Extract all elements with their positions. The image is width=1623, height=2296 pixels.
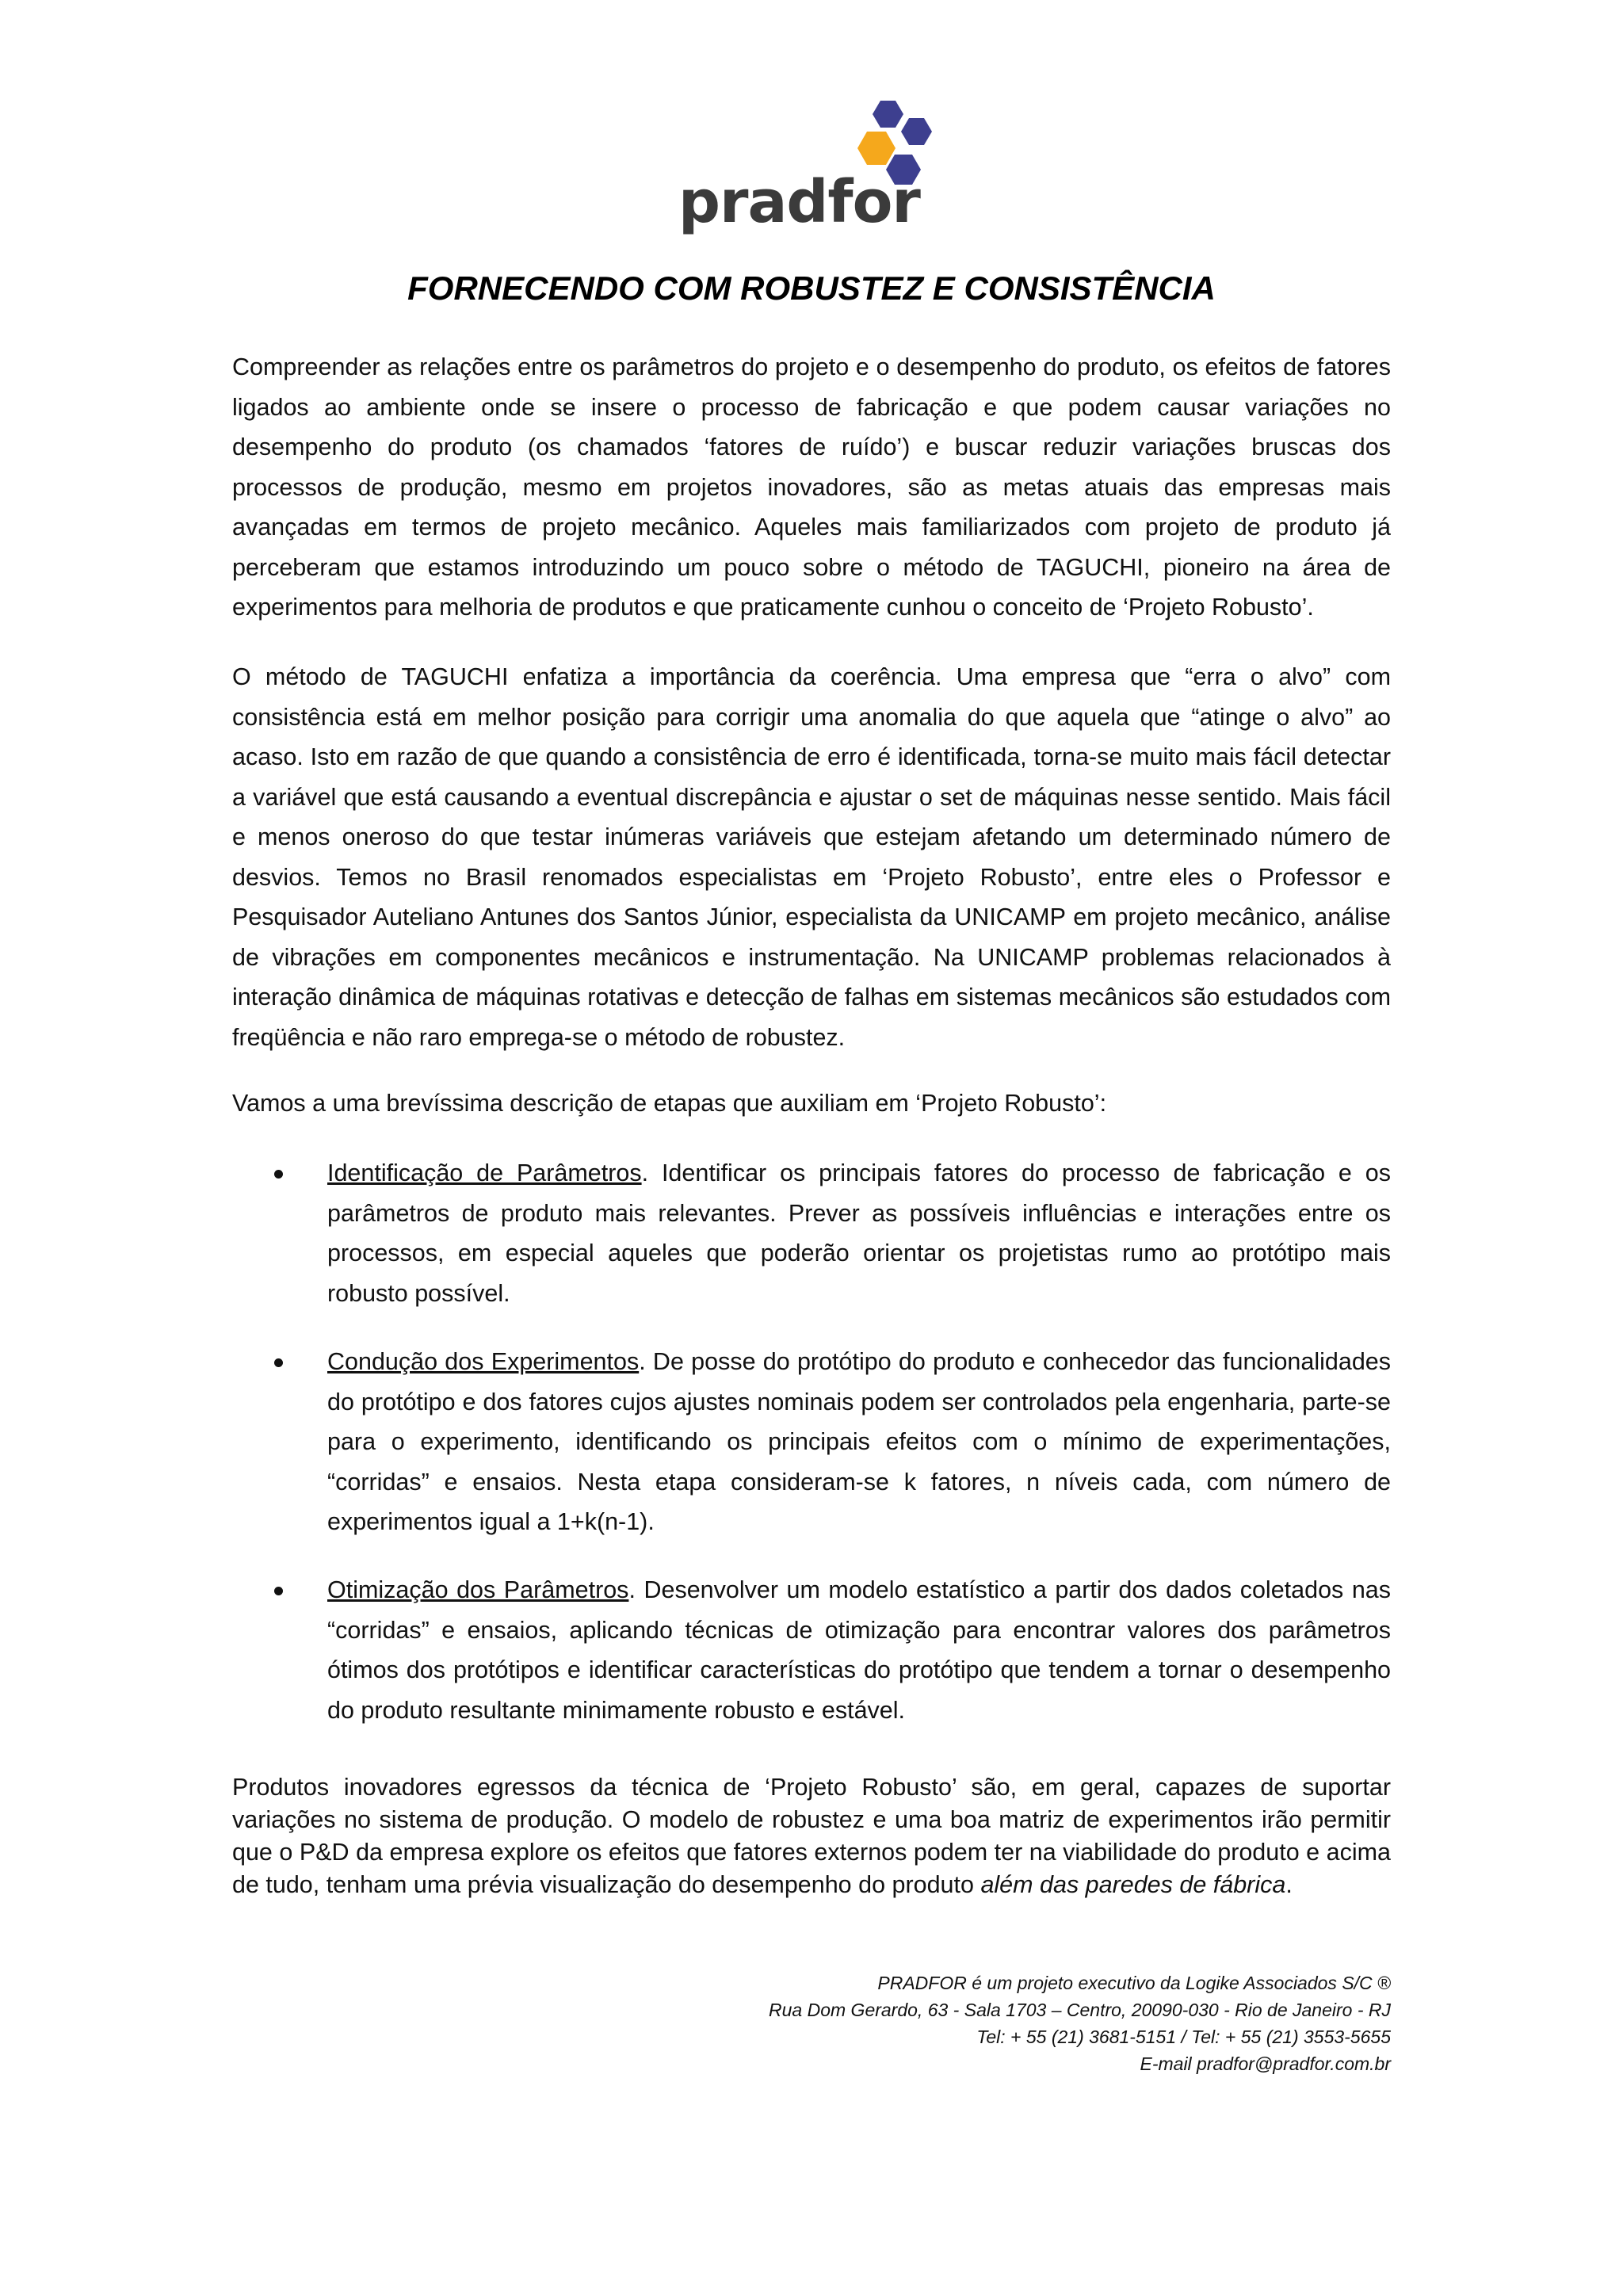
- paragraph-steps-intro: Vamos a uma brevíssima descrição de etapas que auxiliam em ‘Projeto Robusto’:: [232, 1090, 1107, 1117]
- bullet-icon: [274, 1170, 283, 1179]
- footer-company: PRADFOR é um projeto executivo da Logike Associados S/C ®: [877, 1973, 1391, 1993]
- pradfor-logo: [674, 94, 983, 236]
- step-text: . Desenvolver um modelo estatístico a partir dos dados coletados nas “corridas” e ensaios, aplicando técnicas de otimização para encontrar valores dos parâmetros ótimos dos protótipos e identificar características do protótipo que tendem a tornar o desempenho do produto resultante minimamente robusto e estável.: [327, 1576, 1391, 1724]
- page-title: FORNECENDO COM ROBUSTEZ E CONSISTÊNCIA: [407, 269, 1216, 307]
- footer-phone: Tel: + 55 (21) 3681-5151 / Tel: + 55 (21) 3553-5655: [976, 2027, 1391, 2047]
- step-heading: Condução dos Experimentos: [327, 1348, 640, 1375]
- footer-email: E-mail pradfor@pradfor.com.br: [1140, 2053, 1391, 2074]
- list-item-text: [327, 1570, 1391, 1730]
- step-heading: Identificação de Parâmetros: [327, 1159, 642, 1186]
- brand-name: pradfor: [678, 168, 920, 236]
- list-item-text: [327, 1153, 1391, 1313]
- conclusion-end: .: [1285, 1871, 1293, 1898]
- step-text: . De posse do protótipo do produto e conhecedor das funcionalidades do protótipo e dos fatores cujos ajustes nominais podem ser controlados pela engenharia, parte-se para o experimento, identificando os principais efeitos com o mínimo de experimentações, “corridas” e ensaios. Nesta etapa consideram-se k fatores, n níveis cada, com número de experimentos igual a 1+k(n-1).: [327, 1348, 1392, 1535]
- hexagon-blue-right: [901, 118, 932, 145]
- bullet-icon: [274, 1358, 283, 1367]
- footer-contact: [769, 1969, 1391, 2077]
- bullet-icon: [274, 1587, 283, 1595]
- hexagon-orange: [857, 132, 896, 165]
- conclusion-italic: além das paredes de fábrica: [980, 1871, 1286, 1898]
- list-item-text: [327, 1342, 1391, 1542]
- step-text: . Identificar os principais fatores do processo de fabricação e os parâmetros de produto mais relevantes. Prever as possíveis influências e interações entre os processos, em especial aqueles que poderão orientar os projetistas rumo ao protótipo mais robusto possível.: [327, 1159, 1391, 1307]
- step-heading: Otimização dos Parâmetros: [327, 1576, 629, 1603]
- paragraph-taguchi: O método de TAGUCHI enfatiza a importância da coerência. Uma empresa que “erra o alvo” com consistência está em melhor posição para corrigir uma anomalia do que aquela que “atinge o alvo” ao acaso. Isto em razão de que quando a consistência de erro é identificada, torna-se muito mais fácil detectar a variável que está causando a eventual discrepância e ajustar o set de máquinas nesse sentido. Mais fácil e menos oneroso do que testar inúmeras variáveis que estejam afetando um determinado número de desvios. Temos no Brasil renomados especialistas em ‘Projeto Robusto’, entre eles o Professor e Pesquisador Auteliano Antunes dos Santos Júnior, especialista da UNICAMP em projeto mecânico, análise de vibrações em componentes mecânicos e instrumentação. Na UNICAMP problemas relacionados à interação dinâmica de máquinas rotativas e detecção de falhas em sistemas mecânicos são estudados com freqüência e não raro emprega-se o método de robustez.: [232, 663, 1391, 1051]
- conclusion-text: Produtos inovadores egressos da técnica de ‘Projeto Robusto’ são, em geral, capazes de suportar variações no sistema de produção. O modelo de robustez e uma boa matriz de experimentos irão permitir que o P&D da empresa explore os efeitos que fatores externos podem ter na viabilidade do produto e acima de tudo, tenham uma prévia visualização do desempenho do produto: [232, 1774, 1391, 1898]
- paragraph-conclusion: [232, 1771, 1391, 1901]
- footer-address: Rua Dom Gerardo, 63 - Sala 1703 – Centro, 20090-030 - Rio de Janeiro - RJ: [769, 2000, 1391, 2020]
- paragraph-intro: Compreender as relações entre os parâmetros do projeto e o desempenho do produto, os efeitos de fatores ligados ao ambiente onde se insere o processo de fabricação e que podem causar variações no desempenho do produto (os chamados ‘fatores de ruído’) e buscar reduzir variações bruscas dos processos de produção, mesmo em projetos inovadores, são as metas atuais das empresas mais avançadas em termos de projeto mecânico. Aqueles mais familiarizados com projeto de produto já perceberam que estamos introduzindo um pouco sobre o método de TAGUCHI, pioneiro na área de experimentos para melhoria de produtos e que praticamente cunhou o conceito de ‘Projeto Robusto’.: [232, 353, 1391, 621]
- hexagon-blue-top: [873, 101, 903, 128]
